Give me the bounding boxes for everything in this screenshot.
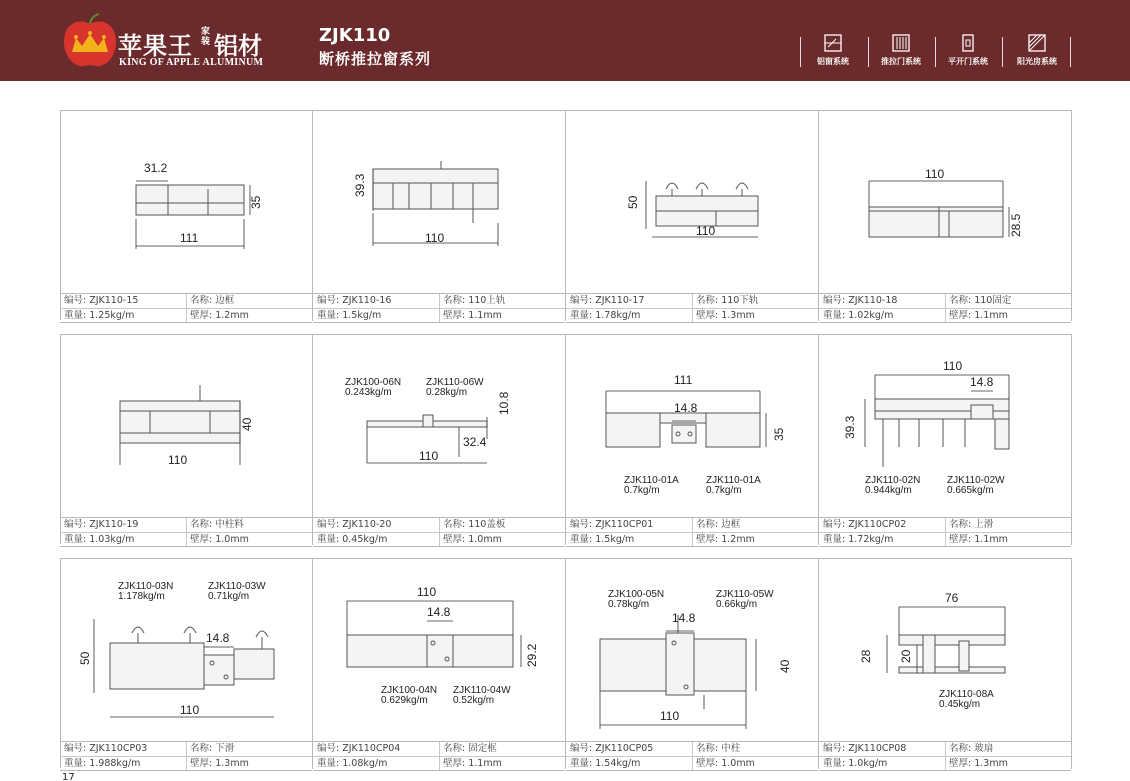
profile-part-weight: 0.71kg/m [208,591,250,602]
dimension-label: 35 [249,195,263,209]
profile-name: 名称: 边框 [696,519,741,530]
nav-item-sliding-door-system[interactable] [869,34,933,67]
profile-code: 编号: ZJK110-18 [823,295,898,306]
profile-weight: 重量: 1.02kg/m [823,310,894,321]
profile-weight: 重量: 1.54kg/m [570,758,641,769]
table-row [313,756,565,770]
profile-name: 名称: 110固定 [949,295,1012,306]
profile-part-code: ZJK110-04W [453,685,511,696]
profile-info-table [566,517,818,547]
profile-row [60,110,1072,320]
profile-thickness: 壁厚: 1.1mm [443,310,502,321]
profile-cross-section [566,111,818,293]
profile-code: 编号: ZJK110CP01 [570,519,654,530]
dimension-label: 110 [660,709,680,723]
nav-item-window-system[interactable] [801,34,865,67]
profile-thickness: 壁厚: 1.3mm [696,310,755,321]
profile-part-code: ZJK110-03N [118,581,174,592]
brand-name-cn2: 铝材 [214,32,262,60]
profile-part-code: ZJK110-03W [208,581,266,592]
profile-thickness: 壁厚: 1.2mm [696,534,755,545]
profile-weight: 重量: 1.988kg/m [64,758,141,769]
table-row [60,294,312,308]
apple-crown-logo-icon [60,14,120,70]
nav-item-casement-door-system[interactable] [936,34,1000,67]
profile-info-table [566,293,818,323]
profile-part-weight: 0.45kg/m [939,699,981,710]
profile-card [566,335,819,545]
table-row [313,518,565,532]
dimension-label: 110 [925,167,945,181]
dimension-label: 32.4 [463,435,487,449]
profile-row [60,558,1072,768]
profile-thickness: 壁厚: 1.0mm [443,534,502,545]
profile-thickness: 壁厚: 1.3mm [949,758,1008,769]
profile-cross-section [819,111,1071,293]
profile-cross-section [60,111,312,293]
profile-part-weight: 1.178kg/m [118,591,165,602]
profile-code: 编号: ZJK110CP08 [823,743,907,754]
dimension-label: 14.8 [427,605,451,619]
brand-tag: 家装 [201,27,211,47]
dimension-label: 40 [240,417,254,431]
table-row [819,742,1071,756]
profile-cross-section [566,559,818,741]
dimension-label: 28.5 [1009,213,1023,237]
profile-drawing [566,335,818,517]
profile-card [819,559,1072,769]
dimension-label: 110 [419,449,439,463]
profile-code: 编号: ZJK110-20 [317,519,392,530]
table-row [313,532,565,546]
profile-thickness: 壁厚: 1.0mm [696,758,755,769]
profile-thickness: 壁厚: 1.1mm [949,534,1008,545]
dimension-label: 28 [859,649,873,663]
profile-part-weight: 0.7kg/m [624,485,660,496]
table-row [819,294,1071,308]
profile-thickness: 壁厚: 1.1mm [443,758,502,769]
profile-part-weight: 0.66kg/m [716,599,758,610]
profile-name: 名称: 上滑 [949,519,994,530]
profile-part-weight: 0.78kg/m [608,599,650,610]
dimension-label: 111 [674,373,693,387]
nav-label: 推拉门系统 [881,57,921,66]
profile-drawing [819,559,1071,741]
dimension-label: 39.3 [353,173,367,197]
dimension-label: 31.2 [144,161,168,175]
table-row [566,742,818,756]
profile-part-code: ZJK110-01A [706,475,761,486]
profile-name: 名称: 中柱料 [190,519,244,530]
profile-info-table [313,517,565,547]
dimension-label: 20 [899,649,913,663]
profile-info-table [60,741,312,771]
dimension-label: 14.8 [672,611,696,625]
profile-drawing [313,111,565,293]
profile-code: 编号: ZJK110CP03 [64,743,148,754]
brand-name-en: KING OF APPLE ALUMINUM [119,57,264,68]
profile-info-table [60,293,312,323]
dimension-label: 110 [943,359,963,373]
profile-drawing [60,111,312,293]
dimension-label: 50 [78,651,92,665]
profile-card [819,335,1072,545]
nav-label: 阳光房系统 [1017,57,1057,66]
profile-drawing [819,335,1071,517]
profile-thickness: 壁厚: 1.1mm [949,310,1008,321]
profile-card [566,111,819,321]
window-icon [824,34,842,52]
profile-info-table [819,517,1071,547]
profile-weight: 重量: 1.5kg/m [317,310,382,321]
sunroom-icon [1028,34,1046,52]
profile-card [60,111,313,321]
table-row [566,532,818,546]
dimension-label: 50 [626,195,640,209]
sliding-door-icon [892,34,910,52]
page-number: 17 [62,772,75,781]
profile-info-table [819,293,1071,323]
profile-weight: 重量: 1.25kg/m [64,310,135,321]
nav-divider [1070,37,1071,67]
profile-name: 名称: 110上轨 [443,295,506,306]
profile-weight: 重量: 1.72kg/m [823,534,894,545]
table-row [313,294,565,308]
header-band [0,0,1130,81]
profile-code: 编号: ZJK110-17 [570,295,645,306]
profile-drawing [566,559,818,741]
profile-info-table [313,741,565,771]
profile-cross-section [313,111,565,293]
profile-code: 编号: ZJK110CP02 [823,519,907,530]
profile-part-code: ZJK110-05W [716,589,774,600]
table-row [819,532,1071,546]
table-row [60,756,312,770]
table-row [566,756,818,770]
profile-part-code: ZJK100-04N [381,685,438,696]
table-row [819,756,1071,770]
table-row [819,518,1071,532]
profile-name: 名称: 110盖板 [443,519,506,530]
profile-cross-section [566,335,818,517]
profile-part-weight: 0.7kg/m [706,485,742,496]
profile-info-table [819,741,1071,771]
nav-label: 铝窗系统 [817,57,849,66]
profile-name: 名称: 固定框 [443,743,497,754]
profile-drawing [313,559,565,741]
table-row [60,308,312,322]
profile-part-weight: 0.52kg/m [453,695,495,706]
dimension-label: 14.8 [674,401,698,415]
table-row [313,742,565,756]
profile-thickness: 壁厚: 1.0mm [190,534,249,545]
profile-drawing [566,111,818,293]
profile-card [60,559,313,769]
profile-part-code: ZJK110-08A [939,689,994,700]
profile-name: 名称: 下滑 [190,743,235,754]
table-row [566,518,818,532]
profile-code: 编号: ZJK110-15 [64,295,139,306]
profile-weight: 重量: 1.08kg/m [317,758,388,769]
profile-part-code: ZJK110-06W [426,377,484,388]
dimension-label: 76 [945,591,959,605]
profile-card [566,559,819,769]
profile-info-table [566,741,818,771]
profile-weight: 重量: 0.45kg/m [317,534,388,545]
profile-name: 名称: 边框 [190,295,235,306]
dimension-label: 29.2 [525,643,539,667]
profile-drawing [819,111,1071,293]
profile-part-weight: 0.28kg/m [426,387,468,398]
profile-cross-section [819,559,1071,741]
profile-part-code: ZJK100-05N [608,589,665,600]
dimension-label: 110 [425,231,445,245]
dimension-label: 110 [180,703,200,717]
profile-info-table [313,293,565,323]
table-row [566,308,818,322]
profile-weight: 重量: 1.5kg/m [570,534,635,545]
profile-weight: 重量: 1.78kg/m [570,310,641,321]
profile-cross-section [313,335,565,517]
nav-label: 平开门系统 [948,57,988,66]
dimension-label: 110 [417,585,437,599]
series-model: ZJK110 [319,25,391,46]
dimension-label: 39.3 [843,415,857,439]
profile-code: 编号: ZJK110CP04 [317,743,401,754]
table-row [60,532,312,546]
table-row [60,742,312,756]
profile-drawing [60,335,312,517]
profile-part-code: ZJK110-01A [624,475,679,486]
profile-weight: 重量: 1.03kg/m [64,534,135,545]
profile-card [60,335,313,545]
profile-part-weight: 0.243kg/m [345,387,392,398]
profile-card [819,111,1072,321]
profile-drawing [313,335,565,517]
table-row [566,294,818,308]
dimension-label: 14.8 [206,631,230,645]
profile-drawing [60,559,312,741]
profile-card [313,559,566,769]
profile-thickness: 壁厚: 1.3mm [190,758,249,769]
profile-part-code: ZJK100-06N [345,377,402,388]
profile-thickness: 壁厚: 1.2mm [190,310,249,321]
profile-cross-section [60,335,312,517]
brand-name-cn: 苹果王 [118,32,193,60]
series-title: 断桥推拉窗系列 [319,50,432,68]
profile-part-weight: 0.665kg/m [947,485,994,496]
profile-code: 编号: ZJK110-19 [64,519,139,530]
profile-part-code: ZJK110-02W [947,475,1005,486]
dimension-label: 40 [778,659,792,673]
profile-code: 编号: ZJK110CP05 [570,743,654,754]
profile-code: 编号: ZJK110-16 [317,295,392,306]
table-row [313,308,565,322]
dimension-label: 35 [772,427,786,441]
profile-card [313,111,566,321]
dimension-label: 14.8 [970,375,994,389]
dimension-label: 111 [180,231,199,245]
dimension-label: 110 [168,453,188,467]
profile-info-table [60,517,312,547]
profile-name: 名称: 玻扇 [949,743,994,754]
profile-row [60,334,1072,544]
nav-item-sunroom-system[interactable] [1005,34,1069,67]
profile-name: 名称: 中柱 [696,743,741,754]
nav-divider [1002,37,1003,67]
profile-part-weight: 0.629kg/m [381,695,428,706]
profile-part-code: ZJK110-02N [865,475,921,486]
profile-card [313,335,566,545]
table-row [60,518,312,532]
dimension-label: 110 [696,224,716,238]
profile-part-weight: 0.944kg/m [865,485,912,496]
dimension-label: 10.8 [497,391,511,415]
profile-name: 名称: 110下轨 [696,295,759,306]
door-icon [959,34,977,52]
profile-weight: 重量: 1.0kg/m [823,758,888,769]
table-row [819,308,1071,322]
